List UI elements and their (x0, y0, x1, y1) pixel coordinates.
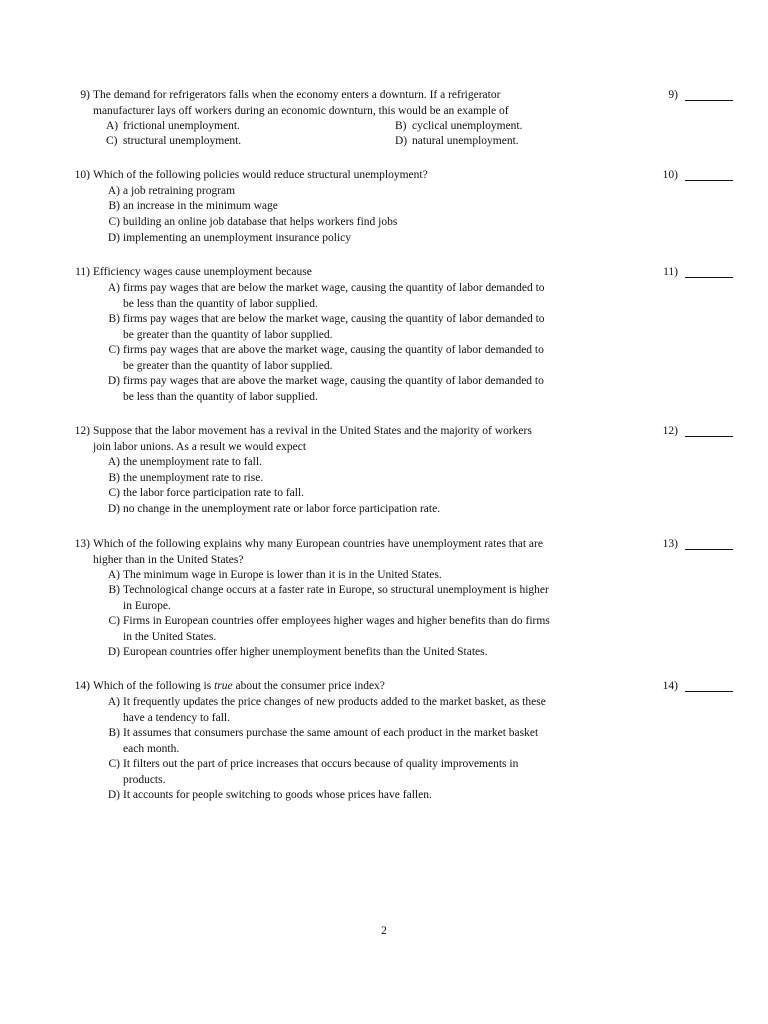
option-line: be less than the quantity of labor supplied. (123, 297, 318, 310)
option-text: the labor force participation rate to fall. (123, 487, 305, 499)
option-letter: A) (107, 569, 120, 581)
option-line: Technological change occurs at a faster rate in Europe, so structural unemployment is higher (123, 584, 549, 596)
option-letter: A) (107, 185, 120, 197)
stem-line: join labor unions. As a result we would expect (93, 440, 307, 453)
stem-text: about the consumer price index? (232, 680, 385, 692)
option-text: the unemployment rate to rise. (123, 472, 264, 484)
option-line: It filters out the part of price increases that occurs because of quality improvements in (123, 758, 519, 770)
option-letter: B) (395, 120, 407, 132)
option-text: implementing an unemployment insurance policy (123, 232, 352, 244)
answer-number: 9) (668, 89, 678, 101)
option-line: firms pay wages that are below the market wage, causing the quantity of labor demanded to (123, 313, 545, 325)
option-text (123, 583, 643, 614)
option-text (123, 788, 643, 804)
stem-emphasis: true (214, 680, 233, 692)
option-line: firms pay wages that are above the market wage, causing the quantity of labor demanded to (123, 344, 544, 356)
option-letter: A) (107, 456, 120, 468)
option-line: in the United States. (123, 630, 217, 643)
option-line: have a tendency to fall. (123, 711, 230, 724)
stem-line: Which of the following explains why many European countries have unemployment rates that are (93, 538, 543, 550)
option-line: It accounts for people switching to goods whose prices have fallen. (123, 789, 432, 801)
question-number: 13) (74, 538, 90, 550)
page-number: 2 (381, 925, 387, 937)
option-letter: A) (107, 696, 120, 708)
option-line: be less than the quantity of labor supplied. (123, 390, 318, 403)
question-stem (93, 679, 643, 695)
option-line: be greater than the quantity of labor supplied. (123, 359, 333, 372)
option-text (123, 281, 643, 312)
answer-blank[interactable] (685, 537, 733, 550)
question-number: 12) (74, 425, 90, 437)
option-text: frictional unemployment. (123, 120, 240, 132)
option-letter: B) (108, 313, 120, 325)
option-letter: C) (108, 758, 120, 770)
option-letter: D) (107, 789, 120, 801)
stem-text: Which of the following is (93, 680, 215, 692)
option-letter: D) (107, 232, 120, 244)
stem-line: higher than in the United States? (93, 553, 244, 566)
option-text (123, 695, 643, 726)
option-letter: C) (108, 216, 120, 228)
option-line: firms pay wages that are above the market wage, causing the quantity of labor demanded to (123, 375, 544, 387)
option-line: It assumes that consumers purchase the same amount of each product in the market basket (123, 727, 539, 739)
answer-blank[interactable] (685, 424, 733, 437)
question-number: 10) (74, 169, 90, 181)
option-line: It frequently updates the price changes of new products added to the market basket, as these (123, 696, 546, 708)
option-letter: C) (108, 487, 120, 499)
answer-blank[interactable] (685, 679, 733, 692)
answer-number: 13) (662, 538, 678, 550)
option-text: no change in the unemployment rate or labor force participation rate. (123, 503, 441, 515)
question-stem (93, 88, 643, 119)
option-letter: B) (108, 200, 120, 212)
question-stem: Efficiency wages cause unemployment because (93, 266, 312, 278)
question-stem (93, 424, 643, 455)
answer-blank[interactable] (685, 88, 733, 101)
option-letter: B) (108, 472, 120, 484)
option-text (123, 757, 643, 788)
option-letter: D) (107, 375, 120, 387)
option-text (123, 614, 643, 645)
question-number: 14) (74, 680, 90, 692)
stem-line: Suppose that the labor movement has a revival in the United States and the majority of workers (93, 425, 532, 437)
question-stem: Which of the following policies would reduce structural unemployment? (93, 169, 428, 181)
option-text (123, 374, 643, 405)
option-line: be greater than the quantity of labor supplied. (123, 328, 333, 341)
option-letter: C) (108, 615, 120, 627)
option-text: the unemployment rate to fall. (123, 456, 262, 468)
option-text (123, 726, 643, 757)
answer-number: 12) (662, 425, 678, 437)
question-number: 9) (80, 89, 90, 101)
option-line: Firms in European countries offer employees higher wages and higher benefits than do firms (123, 615, 550, 627)
option-line: The minimum wage in Europe is lower than it is in the United States. (123, 569, 442, 581)
option-letter: A) (107, 282, 120, 294)
option-text (123, 312, 643, 343)
answer-number: 14) (662, 680, 678, 692)
answer-blank[interactable] (685, 168, 733, 181)
option-text (123, 568, 643, 584)
answer-blank[interactable] (685, 265, 733, 278)
option-letter: D) (395, 135, 408, 147)
option-text: a job retraining program (123, 185, 236, 197)
option-text: building an online job database that helps workers find jobs (123, 216, 398, 228)
answer-number: 11) (663, 266, 678, 278)
question-stem (93, 537, 643, 568)
stem-line: manufacturer lays off workers during an economic downturn, this would be an example of (93, 104, 509, 117)
answer-number: 10) (662, 169, 678, 181)
stem-line: The demand for refrigerators falls when the economy enters a downturn. If a refrigerator (93, 89, 501, 101)
option-line: firms pay wages that are below the market wage, causing the quantity of labor demanded to (123, 282, 545, 294)
option-letter: B) (108, 584, 120, 596)
option-text: structural unemployment. (123, 135, 242, 147)
option-text: an increase in the minimum wage (123, 200, 278, 212)
question-number: 11) (75, 266, 90, 278)
option-line: each month. (123, 742, 180, 755)
option-letter: D) (107, 503, 120, 515)
option-letter: D) (107, 646, 120, 658)
option-letter: C) (106, 135, 118, 147)
option-letter: C) (108, 344, 120, 356)
option-letter: A) (106, 120, 119, 132)
option-text (123, 645, 643, 661)
option-text (123, 343, 643, 374)
option-line: in Europe. (123, 599, 171, 612)
option-letter: B) (108, 727, 120, 739)
option-text: natural unemployment. (412, 135, 519, 147)
option-text: cyclical unemployment. (412, 120, 523, 132)
option-line: European countries offer higher unemployment benefits than the United States. (123, 646, 488, 658)
option-line: products. (123, 773, 166, 786)
